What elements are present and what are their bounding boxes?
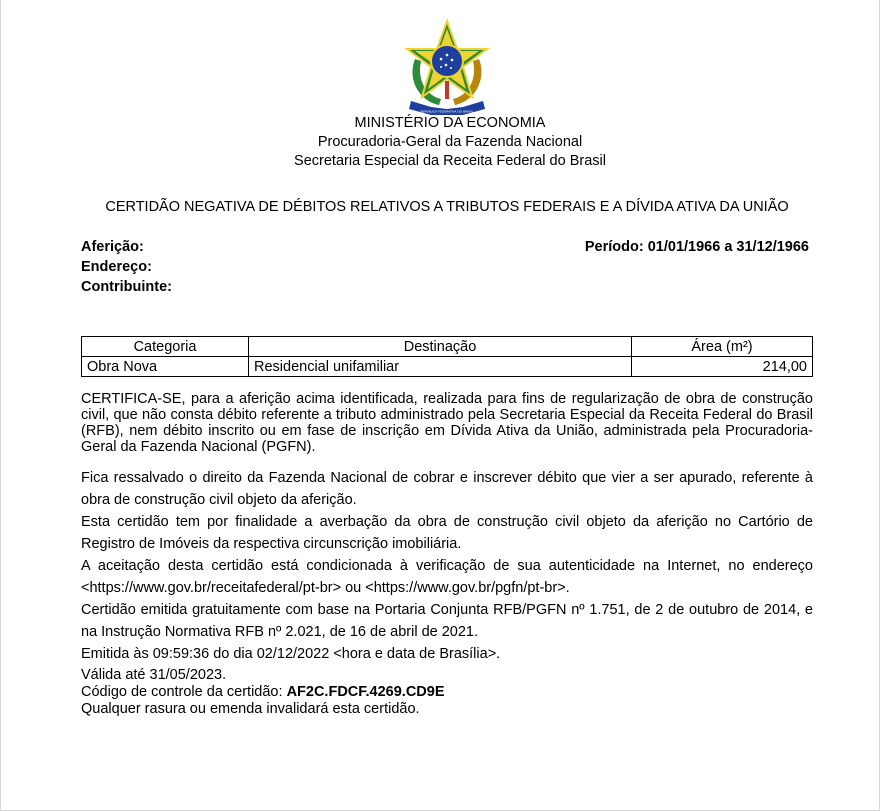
table-header-row [82, 337, 813, 357]
header-destinacao: Destinação [249, 337, 632, 357]
endereco-label: Endereço: [81, 259, 152, 275]
obra-table [81, 336, 813, 377]
cell-area: 214,00 [632, 357, 813, 377]
contribuinte-label: Contribuinte: [81, 279, 173, 295]
afericao-label: Aferição: [81, 239, 144, 255]
codigo-label: Código de controle da certidão: [81, 684, 287, 700]
rasura-line: Qualquer rasura ou emenda invalidará esta certidão. [81, 701, 420, 717]
aceitacao-paragraph: A aceitação desta certidão está condicionada à verificação de sua autenticidade na Internet, no endereço <https://www.gov.br/receitafederal/pt-br> ou <https://www.gov.br/pgfn/pt-br>. [81, 558, 813, 596]
coat-of-arms-icon [401, 19, 493, 115]
header-area: Área (m²) [632, 337, 813, 357]
codigo-line [81, 684, 813, 701]
crest-ribbon-text: REPÚBLICA FEDERATIVA DO BRASIL [420, 109, 474, 114]
emitida-line: Emitida às 09:59:36 do dia 02/12/2022 <hora e data de Brasília>. [81, 646, 501, 662]
pgfn-name: Procuradoria-Geral da Fazenda Nacional [317, 134, 583, 150]
cell-destinacao: Residencial unifamiliar [249, 357, 632, 377]
header-categoria: Categoria [82, 337, 249, 357]
periodo-value: Período: 01/01/1966 a 31/12/1966 [584, 239, 809, 255]
valida-line: Válida até 31/05/2023. [81, 667, 227, 683]
finalidade-paragraph: Esta certidão tem por finalidade a averbação da obra de construção civil objeto da aferição no Cartório de Registro de Imóveis da respectiva circunscrição imobiliária. [81, 514, 813, 552]
ministry-name: MINISTÉRIO DA ECONOMIA [354, 115, 546, 131]
codigo-value: AF2C.FDCF.4269.CD9E [286, 684, 445, 700]
ressalvado-paragraph: Fica ressalvado o direito da Fazenda Nacional de cobrar e inscrever débito que vier a ser apurado, referente à obra de construção civil objeto da aferição. [81, 470, 813, 508]
document-title: CERTIDÃO NEGATIVA DE DÉBITOS RELATIVOS A TRIBUTOS FEDERAIS E A DÍVIDA ATIVA DA UNIÃO [105, 199, 789, 215]
portaria-paragraph: Certidão emitida gratuitamente com base na Portaria Conjunta RFB/PGFN nº 1.751, de 2 de outubro de 2014, e na Instrução Normativa RFB nº 2.021, de 16 de abril de 2021. [81, 602, 813, 640]
certifica-paragraph: CERTIFICA-SE, para a aferição acima identificada, realizada para fins de regularização de obra de construção civil, que não consta débito referente a tributo administrado pela Secretaria Especial da Receita Federal do Brasil (RFB), nem débito inscrito ou em fase de inscrição em Dívida Ativa da União, administrada pela Procuradoria-Geral da Fazenda Nacional (PGFN). [81, 391, 813, 455]
rfb-name: Secretaria Especial da Receita Federal do Brasil [294, 153, 606, 169]
table-row [82, 357, 813, 377]
cell-categoria: Obra Nova [82, 357, 249, 377]
